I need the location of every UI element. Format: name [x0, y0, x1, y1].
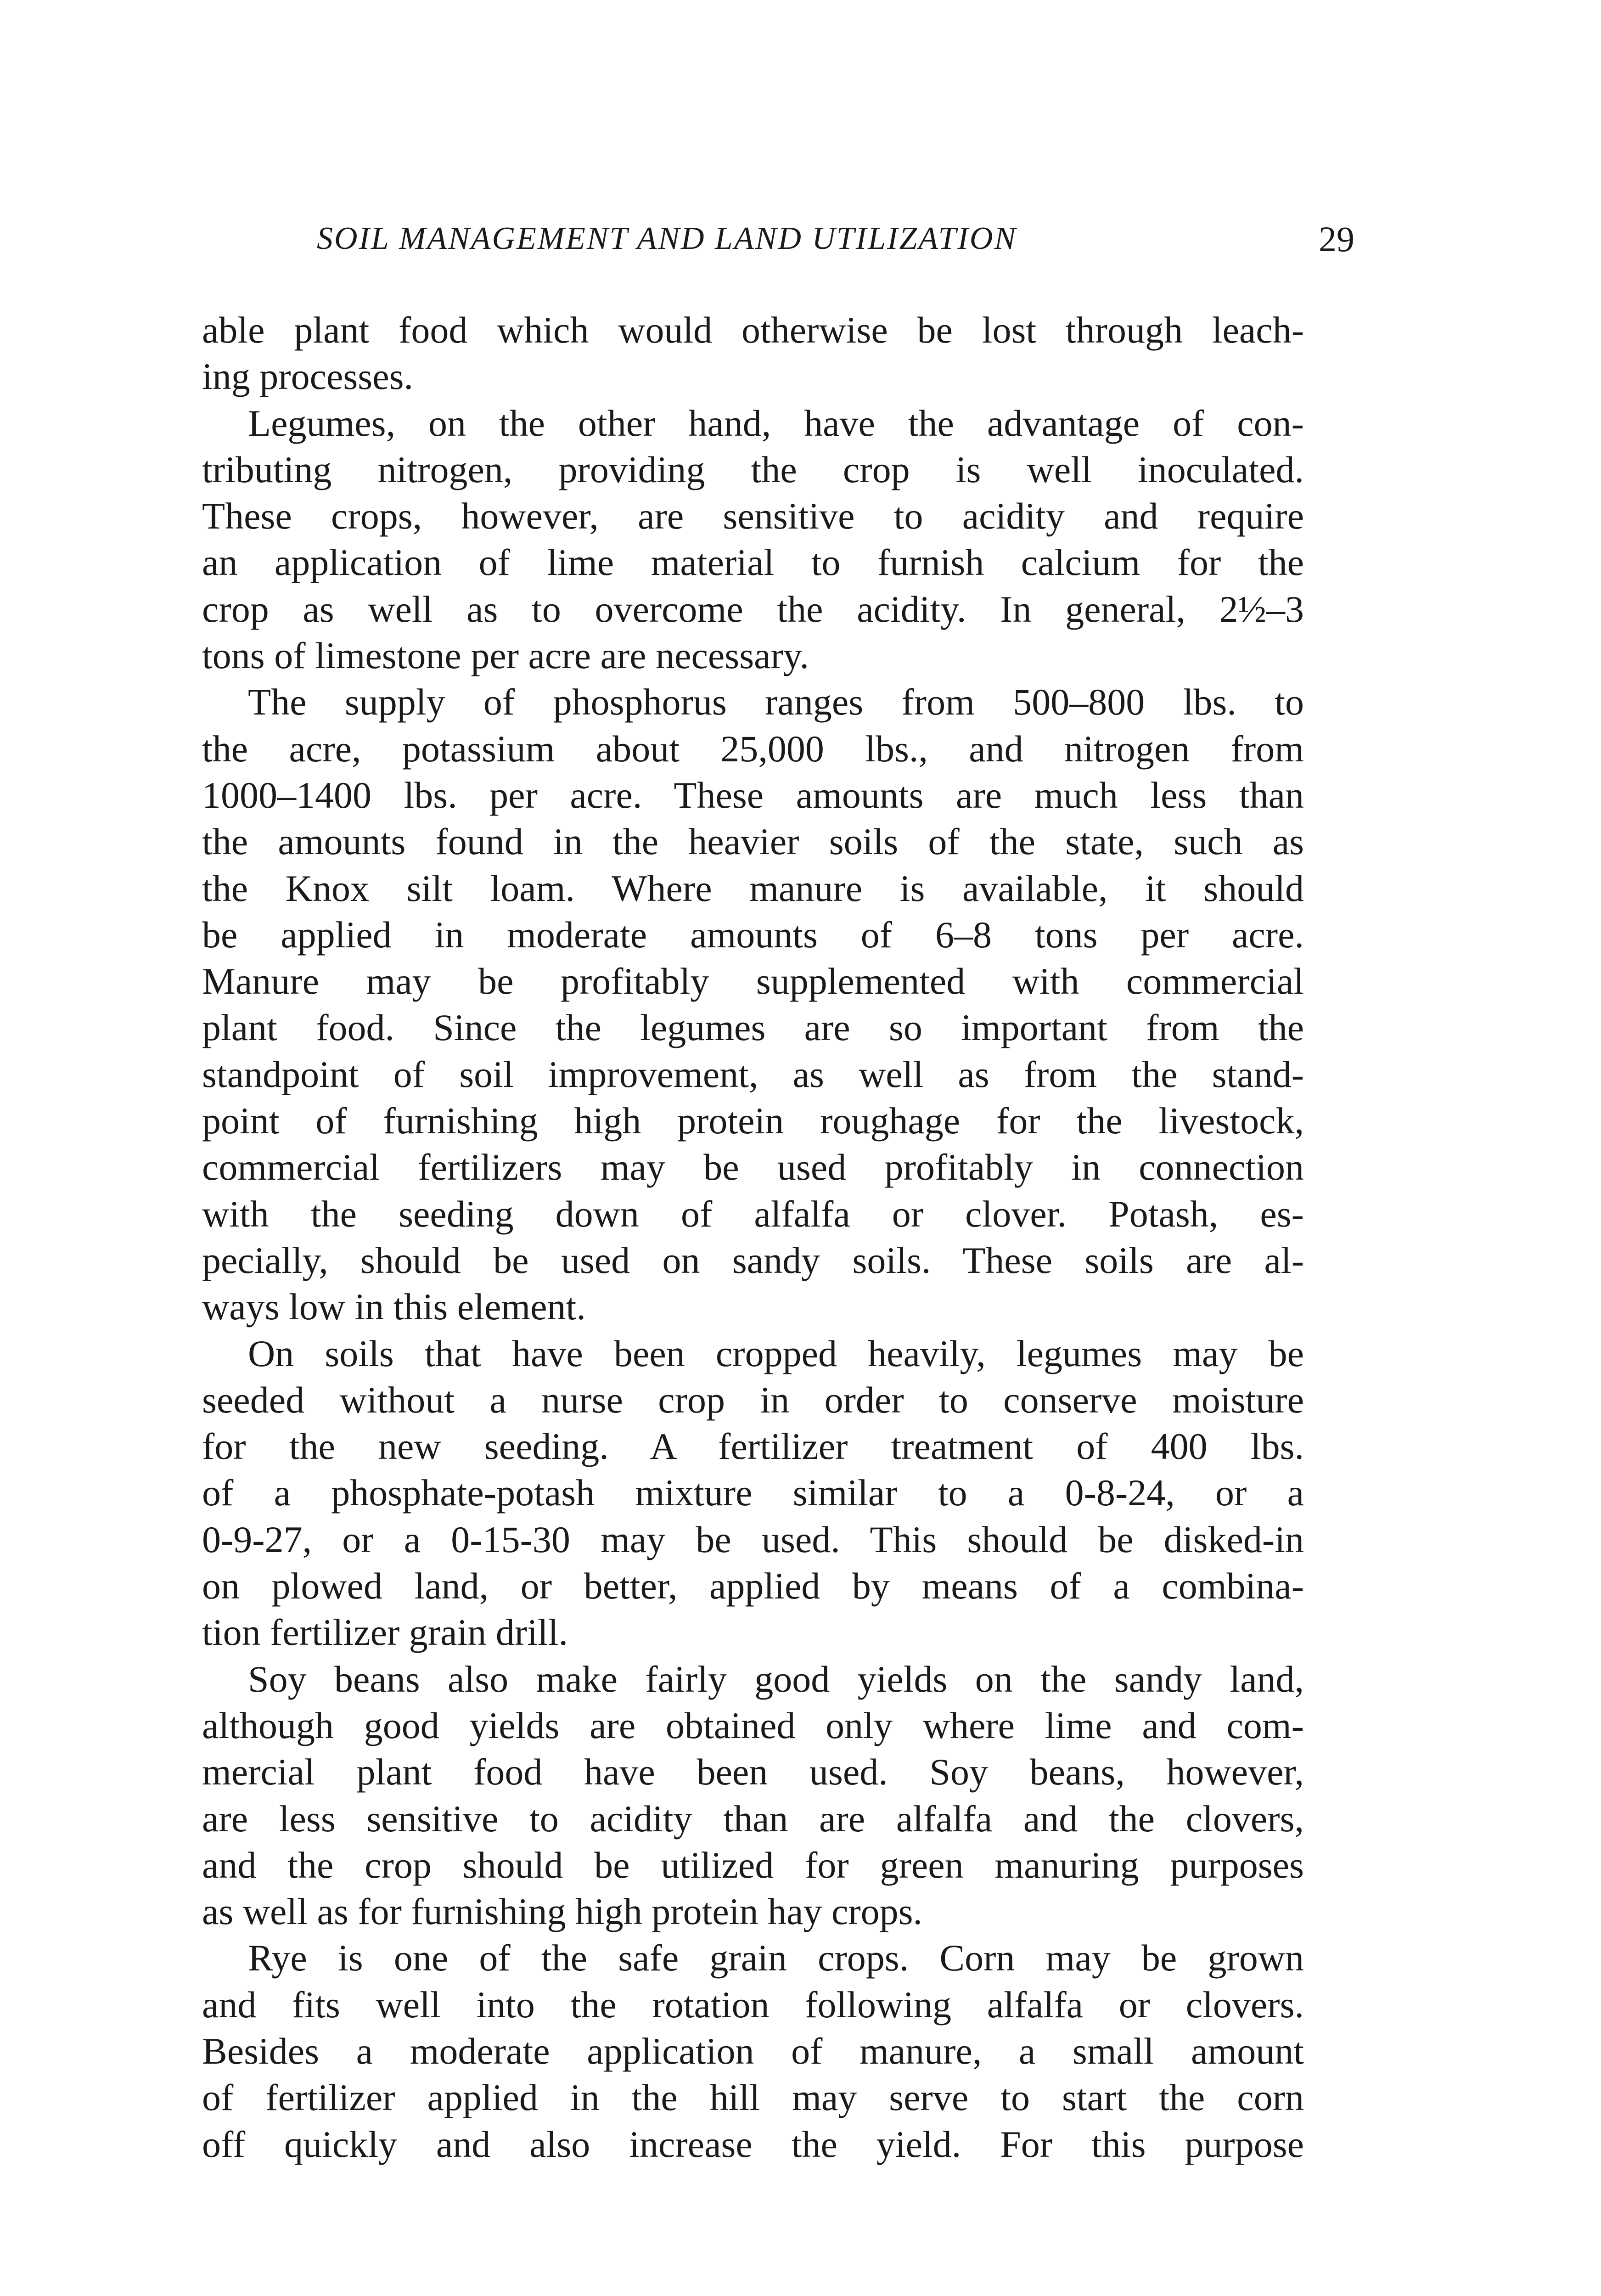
- text-line: Soy beans also make fairly good yields on the sandy land,: [248, 1658, 1304, 1700]
- text-line: tributing nitrogen, providing the crop is well inoculated.: [202, 448, 1304, 490]
- text-line: Rye is one of the safe grain crops. Corn may be grown: [248, 1937, 1304, 1979]
- running-title: SOIL MANAGEMENT AND LAND UTILIZATION: [317, 221, 1017, 256]
- text-line: and the crop should be utilized for green manuring purposes: [202, 1844, 1304, 1886]
- text-line: the Knox silt loam. Where manure is available, it should: [202, 867, 1304, 909]
- text-line: plant food. Since the legumes are so important from the: [202, 1007, 1304, 1049]
- text-line: crop as well as to overcome the acidity. In general, 2½–3: [202, 588, 1304, 630]
- text-line: ing processes.: [202, 355, 414, 398]
- text-line: standpoint of soil improvement, as well as from the stand-: [202, 1053, 1304, 1095]
- text-line: 1000–1400 lbs. per acre. These amounts are much less than: [202, 774, 1304, 816]
- text-line: of a phosphate-potash mixture similar to a 0-8-24, or a: [202, 1472, 1304, 1514]
- text-line: Legumes, on the other hand, have the advantage of con-: [248, 402, 1304, 444]
- text-line: seeded without a nurse crop in order to conserve moisture: [202, 1379, 1304, 1421]
- text-line: the acre, potassium about 25,000 lbs., and nitrogen from: [202, 727, 1304, 770]
- text-line: off quickly and also increase the yield. For this purpose: [202, 2123, 1304, 2165]
- text-line: of fertilizer applied in the hill may serve to start the corn: [202, 2077, 1304, 2119]
- text-line: tion fertilizer grain drill.: [202, 1611, 568, 1654]
- text-line: These crops, however, are sensitive to acidity and require: [202, 495, 1304, 537]
- text-line: an application of lime material to furnish calcium for the: [202, 541, 1304, 584]
- text-line: ways low in this element.: [202, 1286, 586, 1328]
- text-line: be applied in moderate amounts of 6–8 tons per acre.: [202, 913, 1304, 956]
- text-line: 0-9-27, or a 0-15-30 may be used. This should be disked-in: [202, 1518, 1304, 1560]
- page-number: 29: [1319, 219, 1354, 259]
- text-line: Manure may be profitably supplemented with commercial: [202, 960, 1304, 1002]
- text-line: as well as for furnishing high protein hay crops.: [202, 1891, 923, 1933]
- body-text: [202, 307, 1304, 2167]
- text-line: although good yields are obtained only where lime and com-: [202, 1704, 1304, 1746]
- text-line: mercial plant food have been used. Soy beans, however,: [202, 1751, 1304, 1793]
- running-head: [317, 220, 1354, 271]
- text-line: Besides a moderate application of manure, a small amount: [202, 2030, 1304, 2072]
- text-line: point of furnishing high protein roughage for the livestock,: [202, 1100, 1304, 1142]
- text-line: with the seeding down of alfalfa or clover. Potash, es-: [202, 1193, 1304, 1235]
- text-line: able plant food which would otherwise be lost through leach-: [202, 309, 1304, 351]
- text-line: commercial fertilizers may be used profitably in connection: [202, 1146, 1304, 1188]
- text-line: are less sensitive to acidity than are alfalfa and the clovers,: [202, 1797, 1304, 1840]
- text-line: pecially, should be used on sandy soils. These soils are al-: [202, 1239, 1304, 1281]
- text-line: On soils that have been cropped heavily, legumes may be: [248, 1332, 1304, 1374]
- text-line: tons of limestone per acre are necessary.: [202, 635, 809, 677]
- text-line: and fits well into the rotation following alfalfa or clovers.: [202, 1983, 1304, 2026]
- text-line: The supply of phosphorus ranges from 500–800 lbs. to: [248, 681, 1304, 723]
- text-line: the amounts found in the heavier soils of the state, such as: [202, 821, 1304, 863]
- text-line: on plowed land, or better, applied by means of a combina-: [202, 1565, 1304, 1607]
- text-line: for the new seeding. A fertilizer treatment of 400 lbs.: [202, 1425, 1304, 1468]
